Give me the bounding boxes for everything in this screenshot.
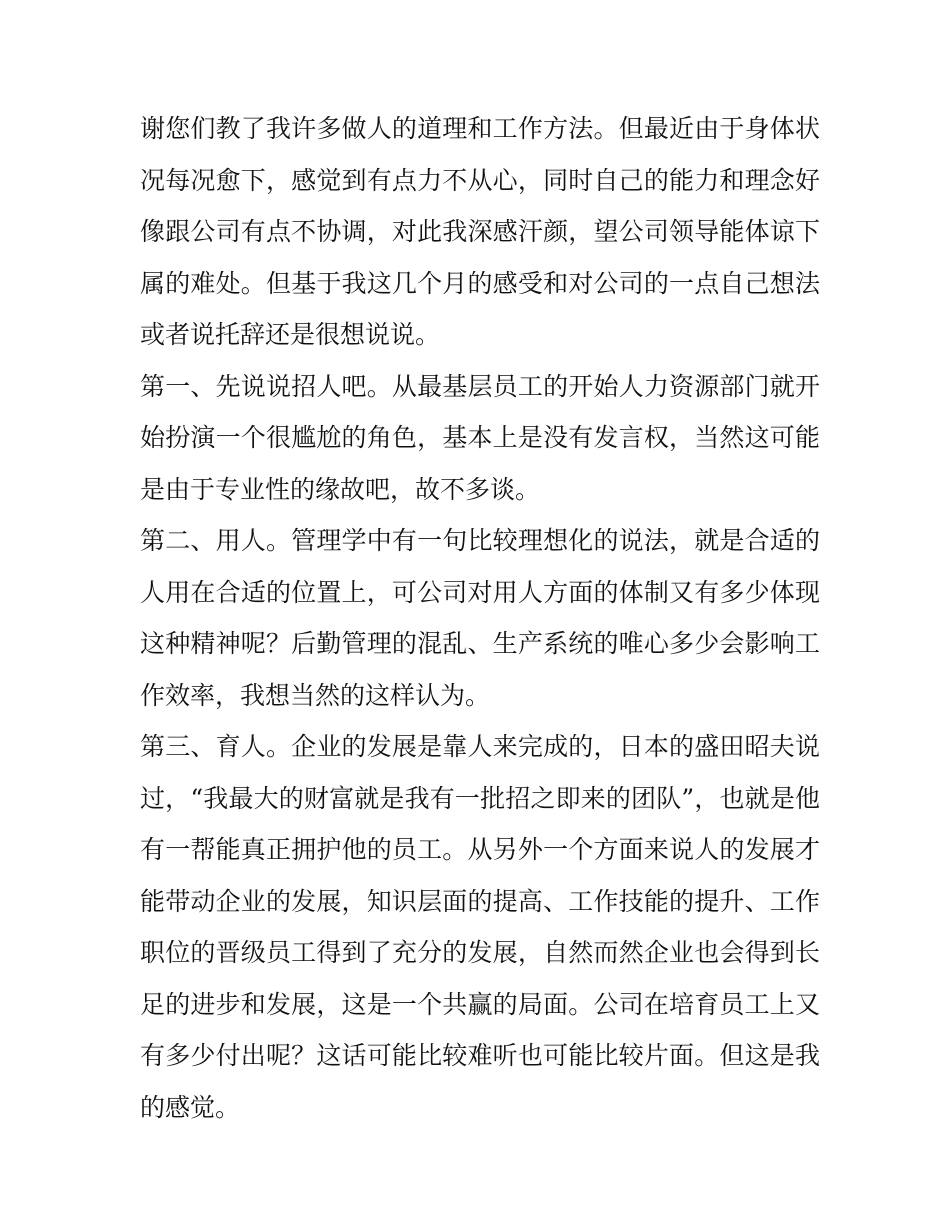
text-line: 的感觉。 [140, 1093, 241, 1122]
text-line: 谢您们教了我许多做人的道理和工作方法。但最近由于身体状 [140, 114, 820, 143]
text-line: 这种精神呢？后勤管理的混乱、生产系统的唯心多少会影响工 [140, 629, 820, 658]
text-line: 有一帮能真正拥护他的员工。从另外一个方面来说人的发展才 [140, 835, 820, 864]
text-line: 始扮演一个很尴尬的角色，基本上是没有发言权，当然这可能 [140, 423, 820, 452]
text-line: 足的进步和发展，这是一个共赢的局面。公司在培育员工上又 [140, 990, 820, 1019]
text-line: 第二、用人。管理学中有一句比较理想化的说法，就是合适的 [140, 526, 820, 555]
text-line: 或者说托辞还是很想说说。 [140, 320, 441, 349]
text-line: 有多少付出呢？这话可能比较难听也可能比较片面。但这是我 [140, 1041, 820, 1070]
text-line: 像跟公司有点不协调，对此我深感汗颜，望公司领导能体谅下 [140, 217, 820, 246]
text-line: 是由于专业性的缘故吧，故不多谈。 [140, 475, 541, 504]
text-line: 能带动企业的发展，知识层面的提高、工作技能的提升、工作 [140, 887, 820, 916]
text-line: 人用在合适的位置上，可公司对用人方面的体制又有多少体现 [140, 578, 820, 607]
text-line: 属的难处。但基于我这几个月的感受和对公司的一点自己想法 [140, 269, 820, 298]
text-line: 过，“我最大的财富就是我有一批招之即来的团队”，也就是他 [140, 784, 820, 813]
text-line: 作效率，我想当然的这样认为。 [140, 681, 491, 710]
text-line: 职位的晋级员工得到了充分的发展，自然而然企业也会得到长 [140, 938, 820, 967]
text-line: 第三、育人。企业的发展是靠人来完成的，日本的盛田昭夫说 [140, 732, 820, 761]
text-line: 况每况愈下，感觉到有点力不从心，同时自己的能力和理念好 [140, 166, 820, 195]
text-line: 第一、先说说招人吧。从最基层员工的开始人力资源部门就开 [140, 372, 820, 401]
